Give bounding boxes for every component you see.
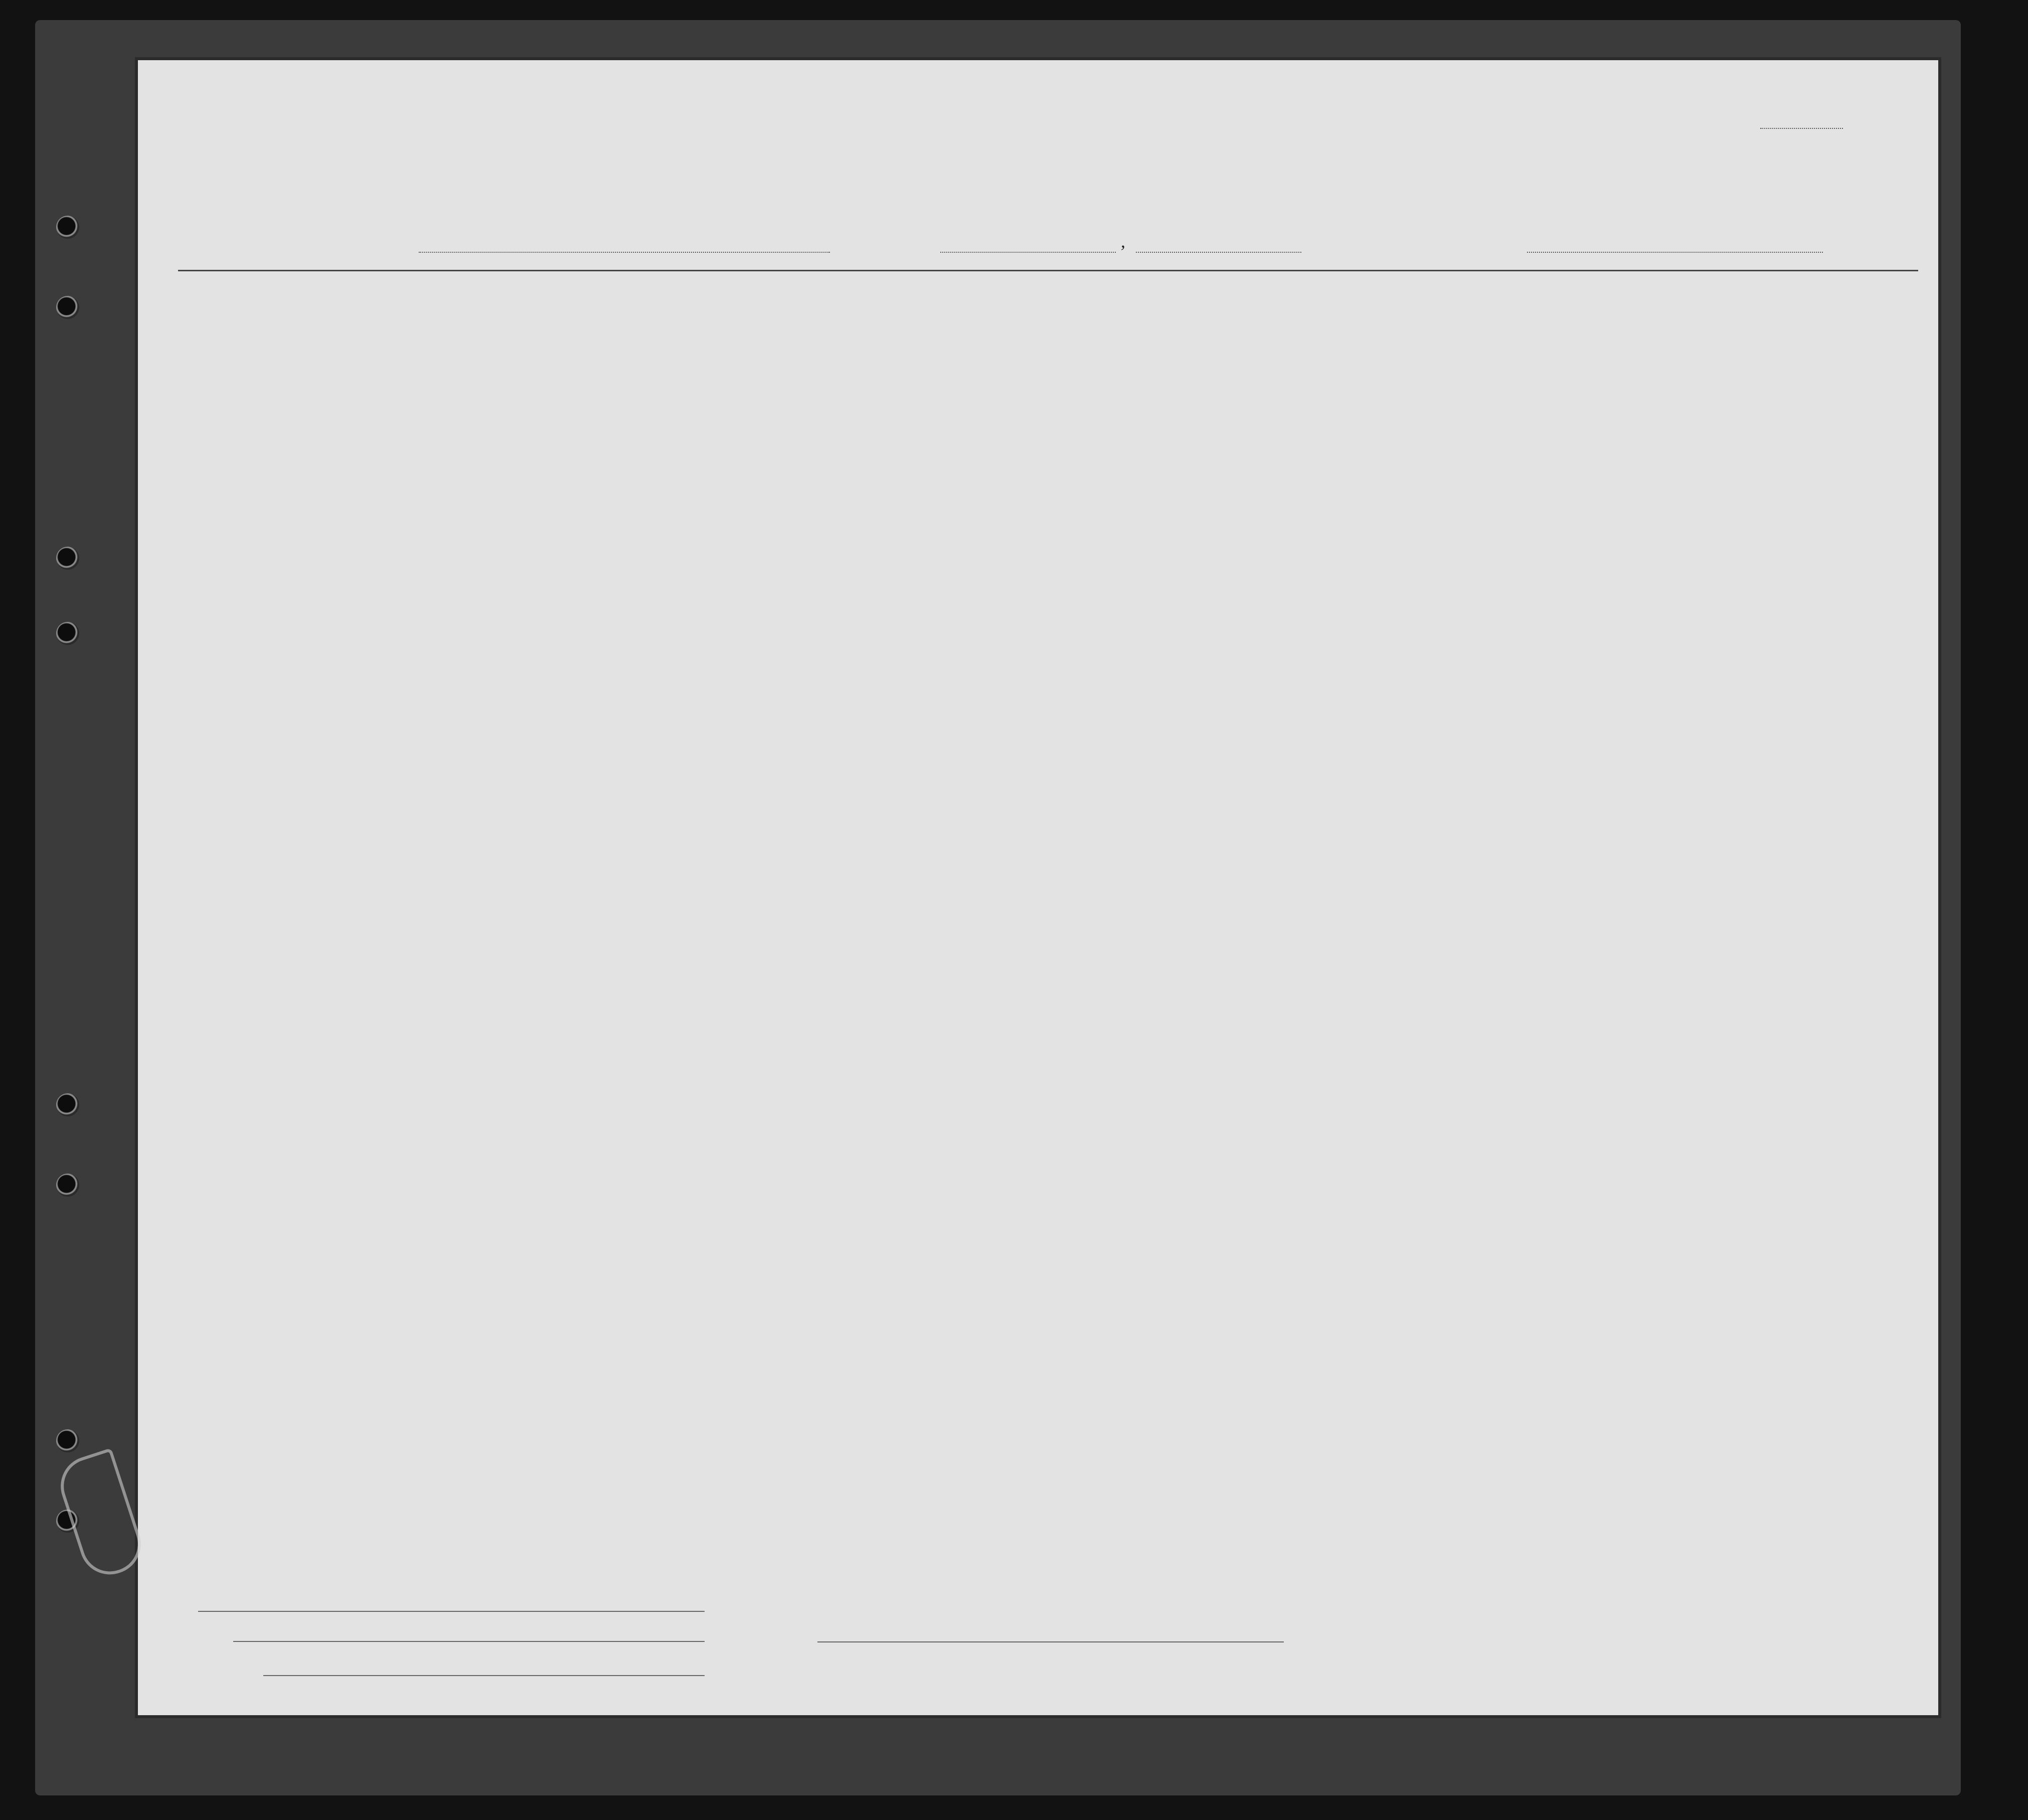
binder-hole xyxy=(56,1429,79,1452)
arrival-port-underline xyxy=(940,252,1116,253)
departure-port-underline xyxy=(1527,252,1823,253)
sheet-number-underline xyxy=(1760,128,1843,129)
date-separator: , xyxy=(1121,231,1125,251)
agents-underline xyxy=(263,1675,705,1676)
signature-line xyxy=(817,1641,1284,1642)
binder-hole xyxy=(56,1093,79,1116)
manifest-sheet xyxy=(138,60,1938,1715)
binder-hole xyxy=(56,296,79,319)
table-top-rule xyxy=(178,270,1918,271)
binder-hole xyxy=(56,622,79,645)
line-underline xyxy=(198,1611,705,1612)
binder-hole xyxy=(56,1174,79,1197)
binder-hole xyxy=(56,216,79,239)
vessel-underline xyxy=(419,252,830,253)
owners-underline xyxy=(233,1641,705,1642)
arrival-date-underline xyxy=(1136,252,1301,253)
binder-hole xyxy=(56,547,79,570)
